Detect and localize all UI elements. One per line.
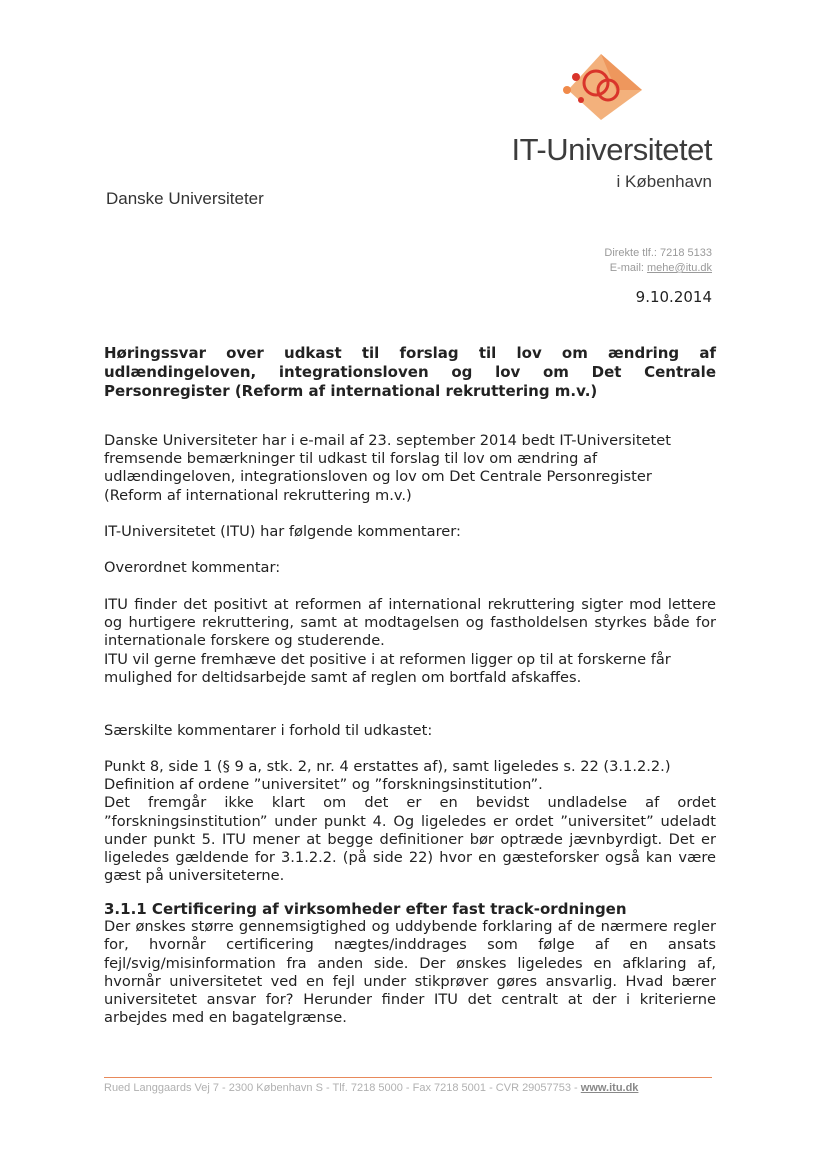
footer-website-link[interactable]: www.itu.dk xyxy=(580,1082,639,1094)
intro-line: Danske Universiteter har i e-mail af 23. september 2014 bedt IT-Universitetet xyxy=(104,432,671,449)
intro-line: (Reform af international rekruttering m.v.) xyxy=(104,486,412,504)
brand-subtitle: i København xyxy=(616,172,712,191)
itu-logo-icon xyxy=(556,50,646,122)
footer-divider xyxy=(104,1077,712,1078)
contact-email-line xyxy=(480,261,712,276)
letter-date: 9.10.2014 xyxy=(635,288,712,306)
point8-comment xyxy=(104,758,716,885)
section-body: Der ønskes større gennemsigtighed og uddybende forklaring af de nærmere regler for, hvornår certificering nægtes/inddrages som følge af en ansats fejl/svig/misinformation fra anden side. Der ønskes ligeledes en afklaring af, hvornår universitetet ved en fejl under stikprøver gøres ansvarlig. Hvad bærer universitetet ansvar for? Herunder finder ITU det centralt at der i kriterierne arbejdes med en bagatelgrænse. xyxy=(104,918,716,1027)
intro-paragraph xyxy=(104,432,716,505)
contact-email-link[interactable]: mehe@itu.dk xyxy=(647,262,712,274)
point8-line-2: Definition af ordene ”universitet” og ”forskningsinstitution”. xyxy=(104,776,543,794)
point8-body: Det fremgår ikke klart om det er en bevidst undladelse af ordet ”forskningsinstitution” under punkt 4. Og ligeledes er ordet ”universitet” udeladt under punkt 5. ITU mener at begge definitioner bør optræde jævnbyrdigt. Det er ligeledes gældende for 3.1.2.2. (på side 22) hvor en gæsteforsker også kan være gæst på universiteterne. xyxy=(104,794,716,885)
contact-info xyxy=(480,246,712,276)
comments-intro: IT-Universitetet (ITU) har følgende kommentarer: xyxy=(104,523,461,540)
overall-paragraph-2: ITU vil gerne fremhæve det positive i at reformen ligger op til at forskerne får mulighed for deltidsarbejde samt af reglen om bortfald afskaffes. xyxy=(104,650,671,686)
point8-line-1: Punkt 8, side 1 (§ 9 a, stk. 2, nr. 4 erstattes af), samt ligeledes s. 22 (3.1.2.2.) xyxy=(104,758,671,775)
overall-heading: Overordnet kommentar: xyxy=(104,559,281,576)
footer xyxy=(104,1082,724,1094)
section-3-1-1 xyxy=(104,900,716,1027)
contact-email-label: E-mail: xyxy=(609,262,648,274)
contact-phone: Direkte tlf.: 7218 5133 xyxy=(604,247,712,259)
footer-address: Rued Langgaards Vej 7 - 2300 København S - Tlf. 7218 5000 - Fax 7218 5001 - CVR 29057753 - xyxy=(104,1082,581,1094)
overall-paragraph-1: ITU finder det positivt at reformen af international rekruttering sigter mod lettere og hurtigere rekruttering, samt at modtagelsen og fastholdelsen styrkes både for internationale forskere og studerende. xyxy=(104,596,716,650)
intro-line: udlændingeloven, integrationsloven og lov om Det Centrale Personregister xyxy=(104,468,652,486)
recipient: Danske Universiteter xyxy=(106,189,264,208)
specific-heading: Særskilte kommentarer i forhold til udkastet: xyxy=(104,722,433,739)
brand-name: IT-Universitetet xyxy=(511,132,712,167)
overall-comment xyxy=(104,596,716,687)
section-heading: 3.1.1 Certificering af virksomheder efter fast track-ordningen xyxy=(104,900,627,918)
subject-heading: Høringssvar over udkast til forslag til lov om ændring af udlændingeloven, integrationsloven og lov om Det Centrale Personregister (Reform af international rekruttering m.v.) xyxy=(104,344,716,400)
intro-line: fremsende bemærkninger til udkast til forslag til lov om ændring af xyxy=(104,450,598,468)
